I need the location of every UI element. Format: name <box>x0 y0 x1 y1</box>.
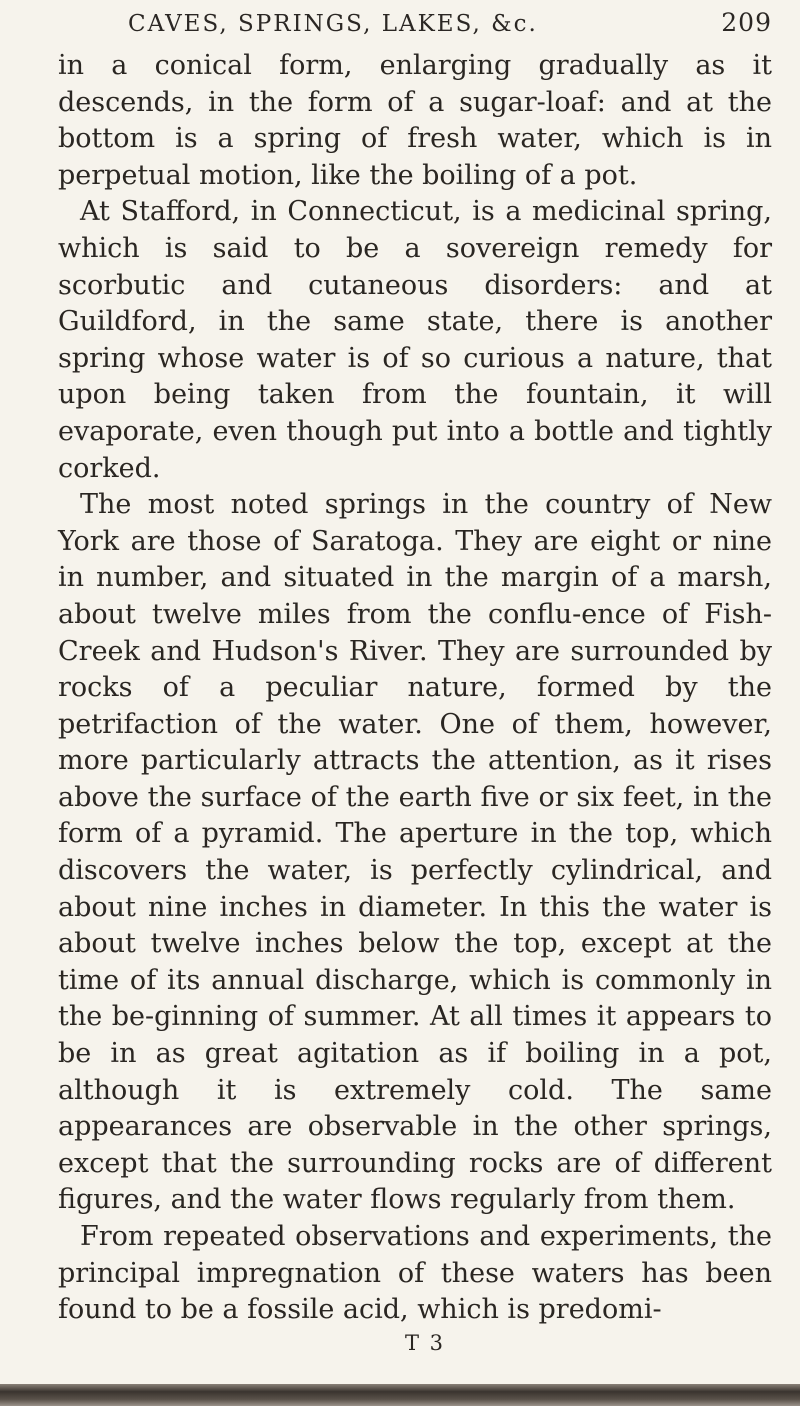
paragraph-observations: From repeated observations and experiments, the principal impregnation of these waters has been found to be a fossile acid, which is predomi- <box>58 1221 772 1326</box>
paragraph-stafford: At Stafford, in Connecticut, is a medicinal spring, which is said to be a sovereign remedy for scorbutic and cutaneous disorders: and at Guildford, in the same state, there is another spring whose water is of so curious a nature, that upon being taken from the fountain, it will evaporate, even though put into a bottle and tightly corked. <box>58 196 772 484</box>
page-bottom-edge <box>0 1384 800 1406</box>
running-head-title: CAVES, SPRINGS, LAKES, &c. <box>128 11 538 37</box>
paragraph-continued: in a conical form, enlarging gradually as it descends, in the form of a sugar-loaf: and at the bottom is a spring of fresh water, which is in perpetual motion, like the boiling of a pot. <box>58 50 772 191</box>
body-text <box>58 48 772 1329</box>
running-head <box>58 0 772 44</box>
page-number: 209 <box>721 8 772 37</box>
signature-mark: T 3 <box>404 1330 446 1355</box>
paragraph-saratoga: The most noted springs in the country of New York are those of Saratoga. They are eight or nine in number, and situated in the margin of a marsh, about twelve miles from the conflu-ence of Fish-Creek and Hudson's River. They are surrounded by rocks of a peculiar nature, formed by the petrifaction of the water. One of them, however, more particularly attracts the attention, as it rises above the surface of the earth five or six feet, in the form of a pyramid. The aperture in the top, which discovers the water, is perfectly cylindrical, and about nine inches in diameter. In this the water is about twelve inches below the top, except at the time of its annual discharge, which is commonly in the be-ginning of summer. At all times it appears to be in as great agitation as if boiling in a pot, although it is extremely cold. The same appearances are observable in the other springs, except that the surrounding rocks are of different figures, and the water flows regularly from them. <box>58 489 772 1216</box>
